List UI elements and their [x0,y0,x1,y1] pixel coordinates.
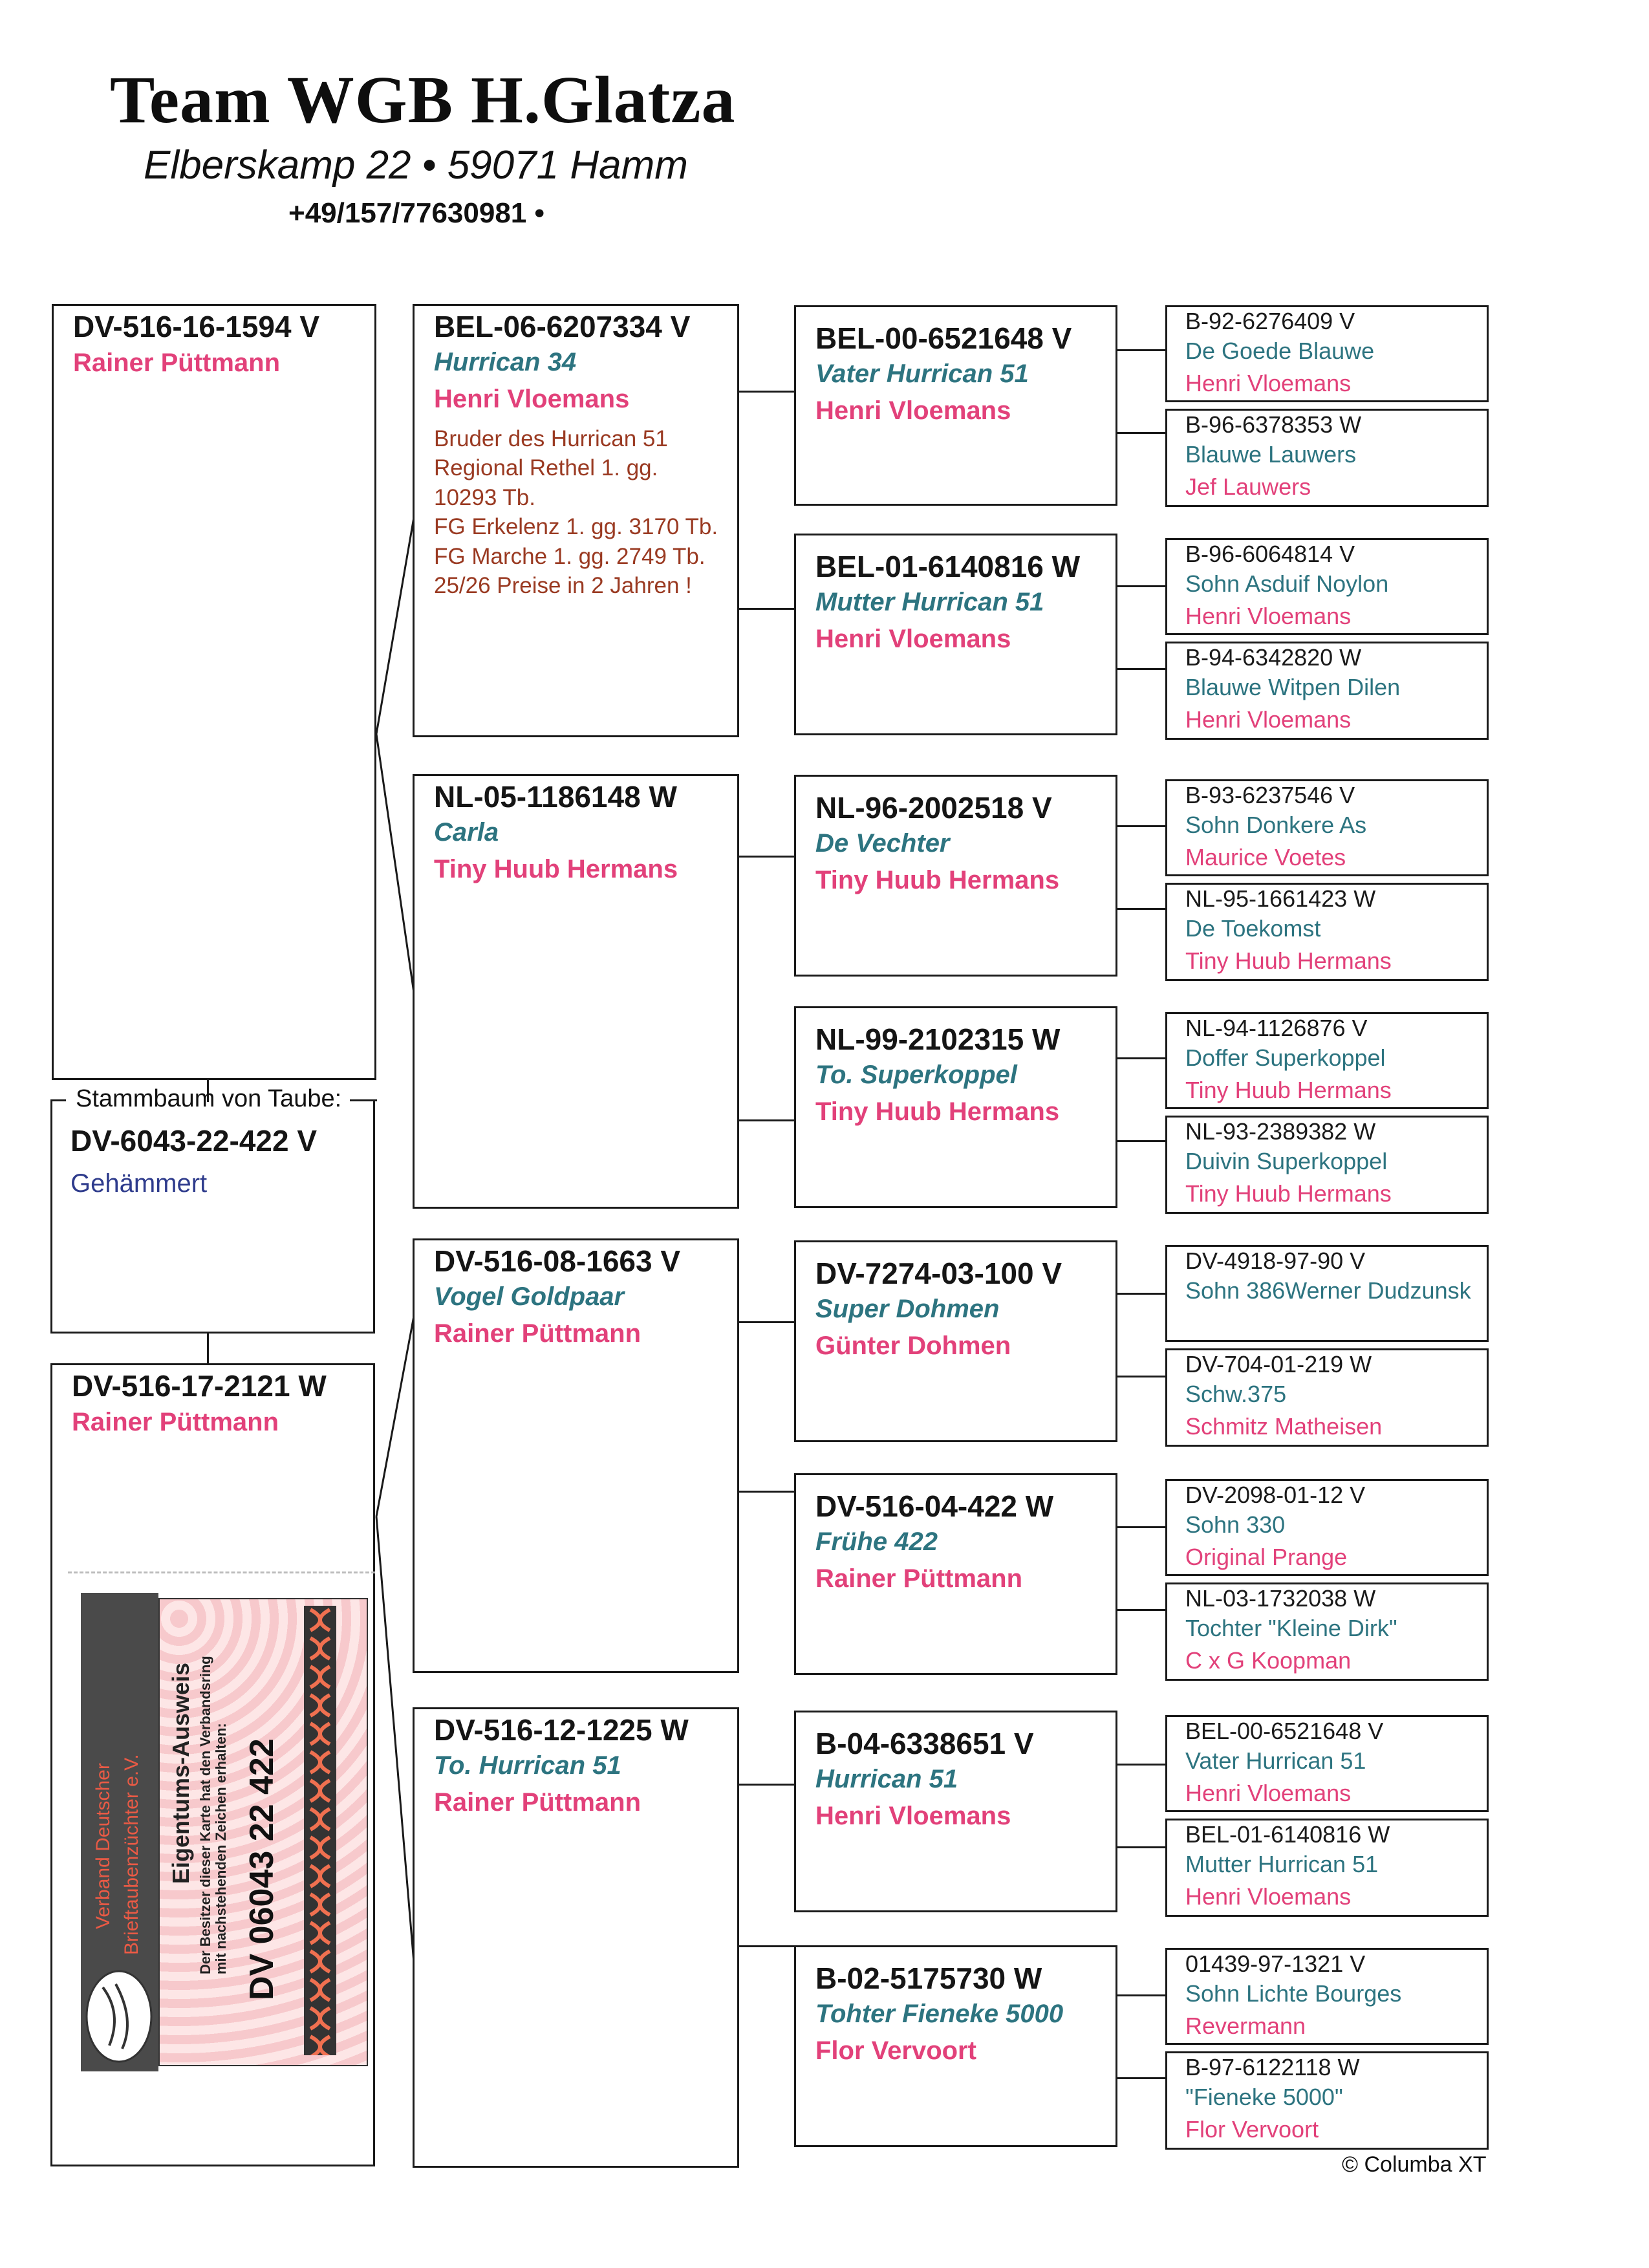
ggp-name: Hurrican 51 [815,1764,958,1793]
great-great-grandparent-box[interactable] [1165,1245,1489,1342]
card-text-line1: Der Besitzer dieser Karte hat den Verbandsring [197,1656,213,1974]
gggp-owner: Maurice Voetes [1185,843,1346,870]
great-great-grandparent-box[interactable] [1165,538,1489,635]
pigeon-hand-icon [83,1968,155,2065]
great-grandparent-box[interactable] [794,1473,1117,1675]
grandparent-box[interactable] [413,1238,739,1673]
ggp-owner: Günter Dohmen [815,1331,1011,1360]
gggp-name: Doffer Superkoppel [1185,1044,1386,1072]
note-line: Bruder des Hurrican 51 [434,426,668,451]
ggp-owner: Rainer Püttmann [815,1564,1023,1593]
connector [1116,1609,1165,1611]
gggp-name: Duivin Superkoppel [1185,1148,1388,1175]
ggp-ring: BEL-01-6140816 W [815,550,1081,583]
ggp-ring: B-02-5175730 W [815,1961,1042,1995]
card-body [158,1598,368,2066]
mother-owner: Rainer Püttmann [72,1407,279,1436]
gggp-owner: Henri Vloemans [1185,602,1352,629]
connector [1116,2077,1165,2079]
ggp-ring: NL-96-2002518 V [815,791,1052,825]
great-great-grandparent-box[interactable] [1165,305,1489,402]
connector [1116,1846,1165,1848]
grandparent-owner: Rainer Püttmann [434,1319,641,1348]
ggp-ring: DV-7274-03-100 V [815,1257,1062,1290]
ggp-name: Tohter Fieneke 5000 [815,1999,1064,2028]
connector [1116,908,1165,910]
gggp-name: De Toekomst [1185,915,1321,942]
gggp-owner: Tiny Huub Hermans [1185,1180,1392,1207]
card-ornament-strip [304,1606,336,2055]
gggp-owner: Henri Vloemans [1185,369,1352,396]
connector [739,856,794,858]
grandparent-owner: Tiny Huub Hermans [434,854,678,883]
connector [739,1491,794,1493]
great-great-grandparent-box[interactable] [1165,409,1489,507]
gggp-owner: Henri Vloemans [1185,1779,1352,1806]
connector [1116,1376,1165,1377]
connector [1116,1994,1165,1996]
breeder-address: Elberskamp 22 • 59071 Hamm [144,143,688,188]
card-org-panel [81,1593,158,2071]
subject-border-right [350,1099,377,1101]
great-great-grandparent-box[interactable] [1165,1348,1489,1447]
connector [1116,1764,1165,1766]
gggp-name: Tochter "Kleine Dirk" [1185,1615,1397,1642]
great-grandparent-box[interactable] [794,775,1117,977]
grandparent-ring: NL-05-1186148 W [434,780,677,814]
gggp-ring: NL-94-1126876 V [1185,1015,1368,1041]
great-grandparent-box[interactable] [794,1945,1117,2147]
ggp-ring: NL-99-2102315 W [815,1022,1061,1056]
connector [1116,668,1165,670]
subject-ring: DV-6043-22-422 V [70,1124,318,1158]
great-great-grandparent-box[interactable] [1165,1948,1489,2045]
gggp-name: Mutter Hurrican 51 [1185,1851,1379,1878]
grandparent-box[interactable] [413,774,739,1209]
gggp-ring: DV-2098-01-12 V [1185,1482,1366,1508]
great-great-grandparent-box[interactable] [1165,1819,1489,1917]
ornament-icon [304,1606,336,2055]
gggp-name: Sohn Donkere As [1185,812,1367,839]
ggp-ring: DV-516-04-422 W [815,1489,1054,1523]
ownership-card [68,1571,375,2097]
connector [739,1784,794,1786]
ggp-ring: BEL-00-6521648 V [815,321,1072,355]
card-title: Eigentums-Ausweis [167,1662,194,1884]
subject-note: Gehämmert [70,1169,208,1198]
great-great-grandparent-box[interactable] [1165,1116,1489,1214]
grandparent-name: Vogel Goldpaar [434,1282,625,1311]
gggp-ring: 01439-97-1321 V [1185,1950,1366,1977]
gggp-ring: B-97-6122118 W [1185,2054,1360,2080]
connector [1116,585,1165,587]
great-great-grandparent-box[interactable] [1165,1479,1489,1576]
note-line: FG Marche 1. gg. 2749 Tb. [434,543,706,569]
breeder-phone: +49/157/77630981 • [288,197,544,229]
gggp-owner: Henri Vloemans [1185,706,1352,733]
gggp-owner: Original Prange [1185,1543,1348,1570]
mother-ring: DV-516-17-2121 W [72,1369,327,1403]
gggp-ring: DV-704-01-219 W [1185,1351,1372,1377]
great-grandparent-box[interactable] [794,305,1117,506]
breeder-title: Team WGB H.Glatza [110,63,736,137]
note-line: 10293 Tb. [434,484,535,510]
grandparent-name: Hurrican 34 [434,347,577,376]
connector [739,1945,794,1947]
connector [739,1119,794,1121]
connector [207,1332,209,1363]
ggp-owner: Tiny Huub Hermans [815,1097,1060,1126]
gggp-name: Schw.375 [1185,1381,1287,1408]
grandparent-ring: BEL-06-6207334 V [434,310,691,343]
great-great-grandparent-box[interactable] [1165,2051,1489,2150]
gggp-owner: Revermann [1185,2012,1306,2039]
gggp-ring: B-92-6276409 V [1185,308,1355,334]
gggp-owner: Schmitz Matheisen [1185,1412,1383,1440]
great-grandparent-box[interactable] [794,1006,1117,1208]
gggp-name: Sohn Lichte Bourges [1185,1980,1402,2007]
card-text-line2: mit nachstehenden Zeichen erhalten: [213,1723,229,1974]
father-owner: Rainer Püttmann [73,348,281,377]
great-great-grandparent-box[interactable] [1165,779,1489,876]
father-box[interactable] [52,304,376,1080]
connector [1116,825,1165,827]
gggp-owner: Tiny Huub Hermans [1185,1076,1392,1103]
gggp-name: Blauwe Witpen Dilen [1185,674,1401,701]
ggp-owner: Flor Vervoort [815,2036,976,2065]
gggp-ring: NL-93-2389382 W [1185,1118,1376,1145]
ggp-name: De Vechter [815,828,950,858]
gggp-ring: B-94-6342820 W [1185,644,1362,671]
card-org-line1: Verband Deutscher [92,1763,114,1929]
gggp-name: Blauwe Lauwers [1185,441,1357,468]
performance-notes [434,424,737,601]
father-ring: DV-516-16-1594 V [73,310,320,343]
note-line: Regional Rethel 1. gg. [434,455,658,481]
gggp-name: Sohn Asduif Noylon [1185,570,1389,598]
gggp-name: De Goede Blauwe [1185,338,1375,365]
grandparent-name: Carla [434,817,499,847]
connector [739,1321,794,1323]
card-org-line2: Brieftaubenzüchter e.V. [121,1754,142,1955]
gggp-owner: Jef Lauwers [1185,473,1311,500]
gggp-ring: B-93-6237546 V [1185,782,1355,808]
ggp-owner: Henri Vloemans [815,624,1011,653]
gggp-owner: Henri Vloemans [1185,1883,1352,1910]
gggp-ring: BEL-00-6521648 V [1185,1718,1384,1744]
grandparent-box[interactable] [413,1707,739,2168]
ggp-owner: Henri Vloemans [815,396,1011,425]
gggp-ring: BEL-01-6140816 W [1185,1821,1390,1848]
great-grandparent-box[interactable] [794,534,1117,735]
copyright: © Columba XT [1342,2152,1487,2177]
subject-border-left [50,1099,66,1101]
gggp-name: Sohn 386Werner Dudzunsk [1185,1277,1471,1304]
ggp-ring: B-04-6338651 V [815,1727,1034,1760]
card-ring-number: DV 06043 22 422 [243,1738,281,2000]
gggp-owner: C x G Koopman [1185,1647,1352,1674]
grandparent-ring: DV-516-12-1225 W [434,1713,689,1747]
gggp-ring: NL-95-1661423 W [1185,885,1376,912]
subject-label: Stammbaum von Taube: [76,1085,342,1112]
gggp-ring: NL-03-1732038 W [1185,1585,1376,1612]
ggp-owner: Tiny Huub Hermans [815,865,1060,894]
connector [1116,1140,1165,1142]
note-line: FG Erkelenz 1. gg. 3170 Tb. [434,514,718,540]
gggp-ring: DV-4918-97-90 V [1185,1247,1366,1274]
great-great-grandparent-box[interactable] [1165,1715,1489,1812]
connector [1116,432,1165,434]
great-great-grandparent-box[interactable] [1165,642,1489,740]
gggp-ring: B-96-6064814 V [1185,541,1355,567]
connector [739,391,794,393]
connector [1116,1526,1165,1528]
grandparent-name: To. Hurrican 51 [434,1751,621,1780]
grandparent-owner: Henri Vloemans [434,384,630,413]
connector [739,608,794,610]
grandparent-box[interactable] [413,304,739,737]
ggp-name: To. Superkoppel [815,1060,1017,1089]
gggp-name: "Fieneke 5000" [1185,2084,1343,2111]
great-grandparent-box[interactable] [794,1711,1117,1912]
grandparent-owner: Rainer Püttmann [434,1787,641,1817]
ggp-name: Super Dohmen [815,1294,1000,1323]
gggp-ring: B-96-6378353 W [1185,411,1362,438]
subject-box[interactable] [50,1085,375,1334]
connector [1116,349,1165,351]
great-grandparent-box[interactable] [794,1240,1117,1442]
great-great-grandparent-box[interactable] [1165,1582,1489,1681]
connector [1116,1293,1165,1295]
ggp-name: Frühe 422 [815,1527,938,1556]
connector [1116,1057,1165,1059]
gggp-name: Sohn 330 [1185,1511,1286,1539]
great-great-grandparent-box[interactable] [1165,883,1489,981]
ggp-owner: Henri Vloemans [815,1801,1011,1830]
ggp-name: Mutter Hurrican 51 [815,587,1044,616]
gggp-owner: Tiny Huub Hermans [1185,947,1392,974]
grandparent-ring: DV-516-08-1663 V [434,1244,681,1278]
note-line: 25/26 Preise in 2 Jahren ! [434,573,692,599]
great-great-grandparent-box[interactable] [1165,1012,1489,1109]
gggp-owner: Flor Vervoort [1185,2115,1319,2143]
gggp-name: Vater Hurrican 51 [1185,1747,1366,1775]
ggp-name: Vater Hurrican 51 [815,359,1029,388]
